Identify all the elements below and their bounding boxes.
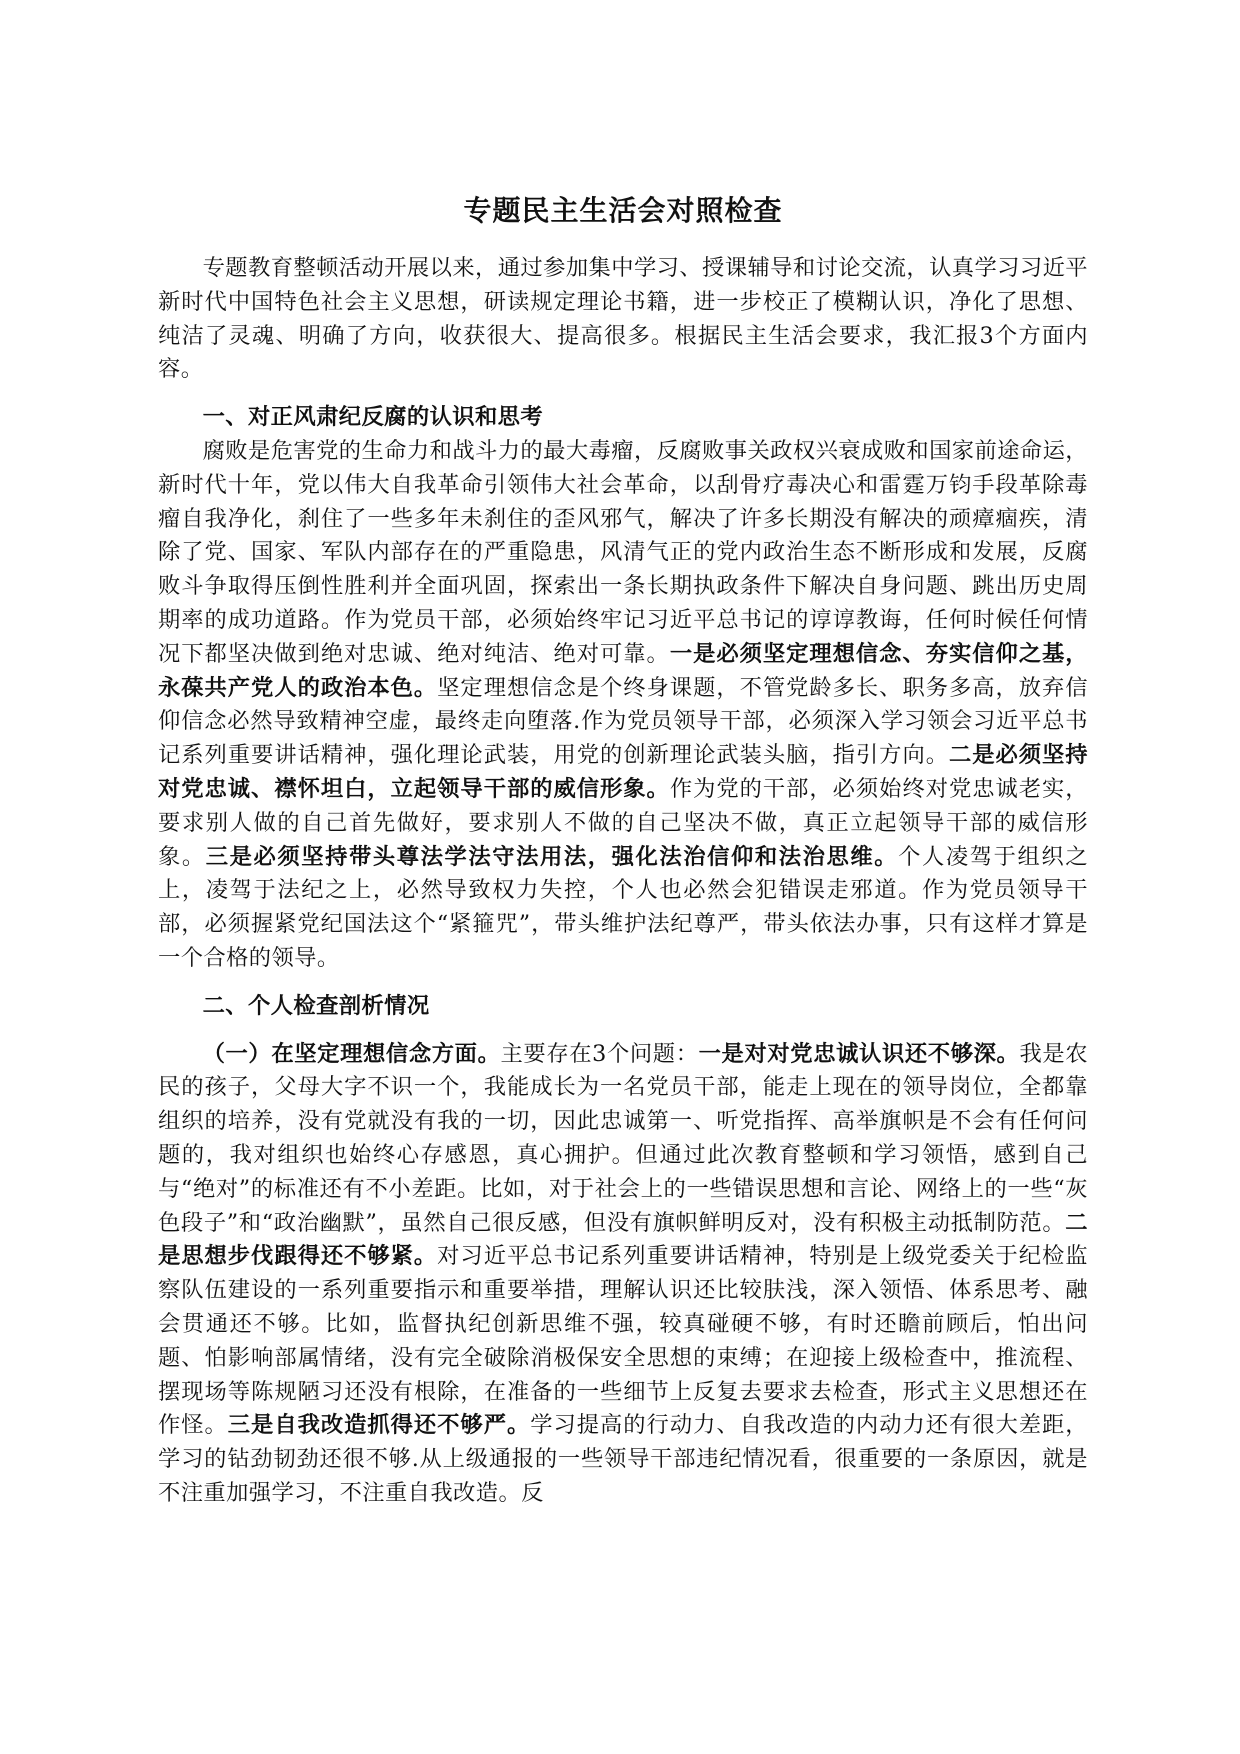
section2-bold-1: 一是对对党忠诚认识还不够深。	[698, 1040, 1020, 1067]
section1-bold-3: 三是必须坚持带头尊法学法守法用法，强化法治信仰和法治思维。	[205, 843, 899, 870]
page-title: 专题民主生活会对照检查	[463, 194, 783, 227]
section-heading-1: 一、对正风肃纪反腐的认识和思考	[202, 404, 544, 431]
section2-bold-3: 三是自我改造抓得还不够严。	[227, 1412, 531, 1439]
section1-bold-2: 二是必须坚持对党忠诚、襟怀坦白，立起领导干部的威信形象。	[158, 742, 1089, 802]
section2-bold-2: 二是思想步伐跟得还不够紧。	[158, 1209, 1088, 1270]
section1-text-2: 坚定理想信念是个终身课题，不管党龄多长、职务多高，放弃信仰信念必然导致精神空虚，最终走向堕落.作为党员领导干部，必须深入学习领会习近平总书记系列重要讲话精神，强化理论武装，用党的创新理论武装头脑，指引方向。	[158, 674, 1088, 769]
section2-text-2: 对习近平总书记系列重要讲话精神，特别是上级党委关于纪检监察队伍建设的一系列重要指示和重要举措，理解认识还比较肤浅，深入领悟、体系思考、融会贯通还不够。比如，监督执纪创新思维不强，较真碰硬不够，有时还瞻前顾后，怕出问题、怕影响部属情绪，没有完全破除消极保安全思想的束缚；在迎接上级检查中，推流程、摆现场等陈规陋习还没有根除，在准备的一些细节上反复去要求去检查，形式主义思想还在作怪。	[158, 1243, 1088, 1439]
section1-bold-1: 一是必须坚定理想信念、夯实信仰之基，永葆共产党人的政治本色。	[158, 640, 1088, 701]
section2-paragraph	[158, 1038, 1088, 1511]
section1-text-4: 个人凌驾于组织之上，凌驾于法纪之上，必然导致权力失控，个人也必然会犯错误走邪道。作为党员领导干部，必须握紧党纪国法这个“紧箍咒”，带头维护法纪尊严，带头依法办事，只有这样才算是一个合格的领导。	[158, 843, 1088, 971]
intro-paragraph: 专题教育整顿活动开展以来，通过参加集中学习、授课辅导和讨论交流，认真学习习近平新时代中国特色社会主义思想，研读规定理论书籍，进一步校正了模糊认识，净化了思想、纯洁了灵魂、明确了方向，收获很大、提高很多。根据民主生活会要求，我汇报3个方面内容。	[158, 255, 1088, 383]
section1-text-1: 腐败是危害党的生命力和战斗力的最大毒瘤，反腐败事关政权兴衰成败和国家前途命运，新时代十年，党以伟大自我革命引领伟大社会革命，以刮骨疗毒决心和雷霆万钧手段革除毒瘤自我净化，刹住了一些多年未刹住的歪风邪气，解决了许多长期没有解决的顽瘴痼疾，清除了党、国家、军队内部存在的严重隐患，风清气正的党内政治生态不断形成和发展，反腐败斗争取得压倒性胜利并全面巩固，探索出一条长期执政条件下解决自身问题、跳出历史周期率的成功道路。作为党员干部，必须始终牢记习近平总书记的谆谆教诲，任何时候任何情况下都坚决做到绝对忠诚、绝对纯洁、绝对可靠。	[158, 437, 1088, 667]
section2-text-0: 主要存在3个问题：	[500, 1040, 699, 1067]
section2-text-1: 我是农民的孩子，父母大字不识一个，我能成长为一名党员干部，能走上现在的领导岗位，全都靠组织的培养，没有党就没有我的一切，因此忠诚第一、听党指挥、高举旗帜是不会有任何问题的，我对组织也始终心存感恩，真心拥护。但通过此次教育整顿和学习领悟，感到自己与“绝对”的标准还有不小差距。比如，对于社会上的一些错误思想和言论、网络上的一些“灰色段子”和“政治幽默”，虽然自己很反感，但没有旗帜鲜明反对，没有积极主动抵制防范。	[158, 1040, 1088, 1236]
section-heading-2: 二、个人检查剖析情况	[202, 992, 430, 1019]
document-body	[158, 188, 1088, 1511]
section2-subheading: （一）在坚定理想信念方面。	[202, 1040, 501, 1067]
section2-text-3: 学习提高的行动力、自我改造的内动力还有很大差距，学习的钻劲韧劲还很不够.从上级通报的一些领导干部违纪情况看，很重要的一条原因，就是不注重加强学习，不注重自我改造。反	[158, 1412, 1088, 1506]
section1-text-3: 作为党的干部，必须始终对党忠诚老实，要求别人做的自己首先做好，要求别人不做的自己坚决不做，真正立起领导干部的威信形象。	[158, 775, 1088, 870]
section1-paragraph	[158, 435, 1088, 976]
